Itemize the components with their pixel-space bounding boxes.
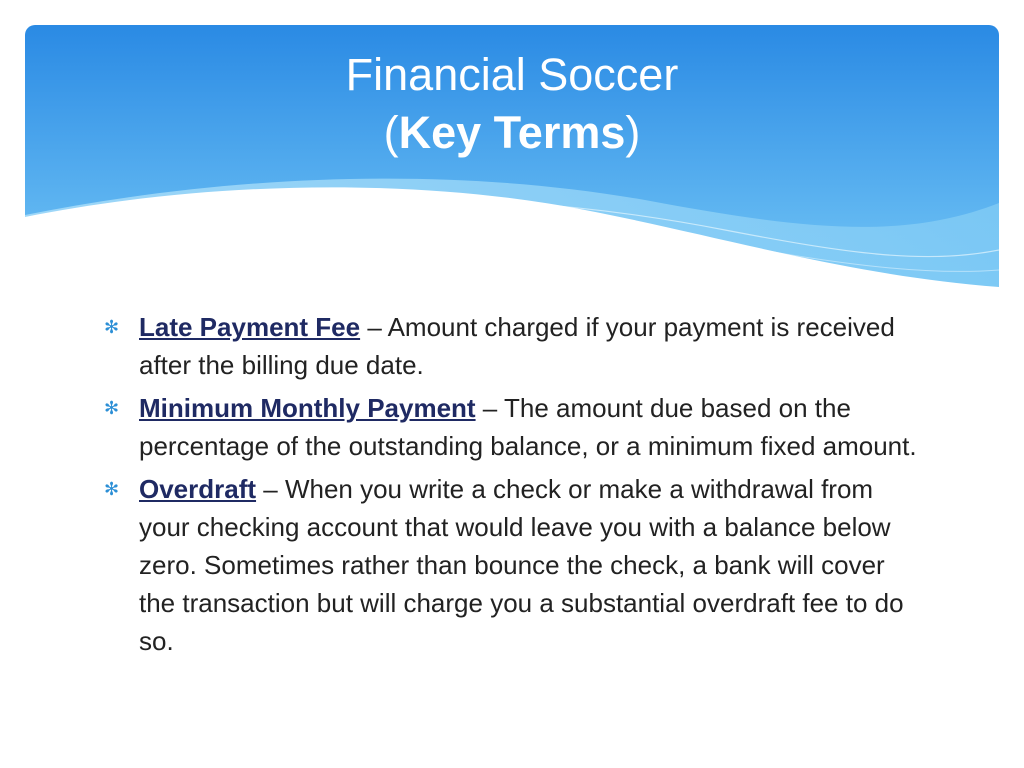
list-item (104, 389, 924, 465)
list-item (104, 470, 924, 660)
term-overdraft: Overdraft (139, 474, 257, 504)
title-open-paren: ( (383, 107, 399, 158)
title-key-terms: Key Terms (398, 107, 626, 158)
terms-list (104, 308, 924, 665)
list-item (104, 308, 924, 384)
title-line-1: Financial Soccer (345, 49, 679, 100)
asterisk-bullet-icon: ✻ (104, 398, 120, 418)
definition-late-payment-fee: – Amount charged if your payment is received after the billing due date. (139, 312, 895, 380)
term-late-payment-fee: Late Payment Fee (139, 312, 361, 342)
term-minimum-monthly-payment: Minimum Monthly Payment (139, 393, 476, 423)
definition-overdraft: – When you write a check or make a withdrawal from your checking account that would leave you with a balance below zero. Sometimes rather than bounce the check, a bank will cover the transaction but will charge you a substantial overdraft fee to do so. (139, 474, 904, 656)
definition-minimum-monthly-payment: – The amount due based on the percentage of the outstanding balance, or a minimum fixed amount. (139, 393, 917, 461)
asterisk-bullet-icon: ✻ (104, 317, 120, 337)
title-close-paren: ) (625, 107, 641, 158)
title-line-2 (0, 104, 1024, 162)
slide-title (0, 46, 1024, 162)
asterisk-bullet-icon: ✻ (104, 479, 120, 499)
